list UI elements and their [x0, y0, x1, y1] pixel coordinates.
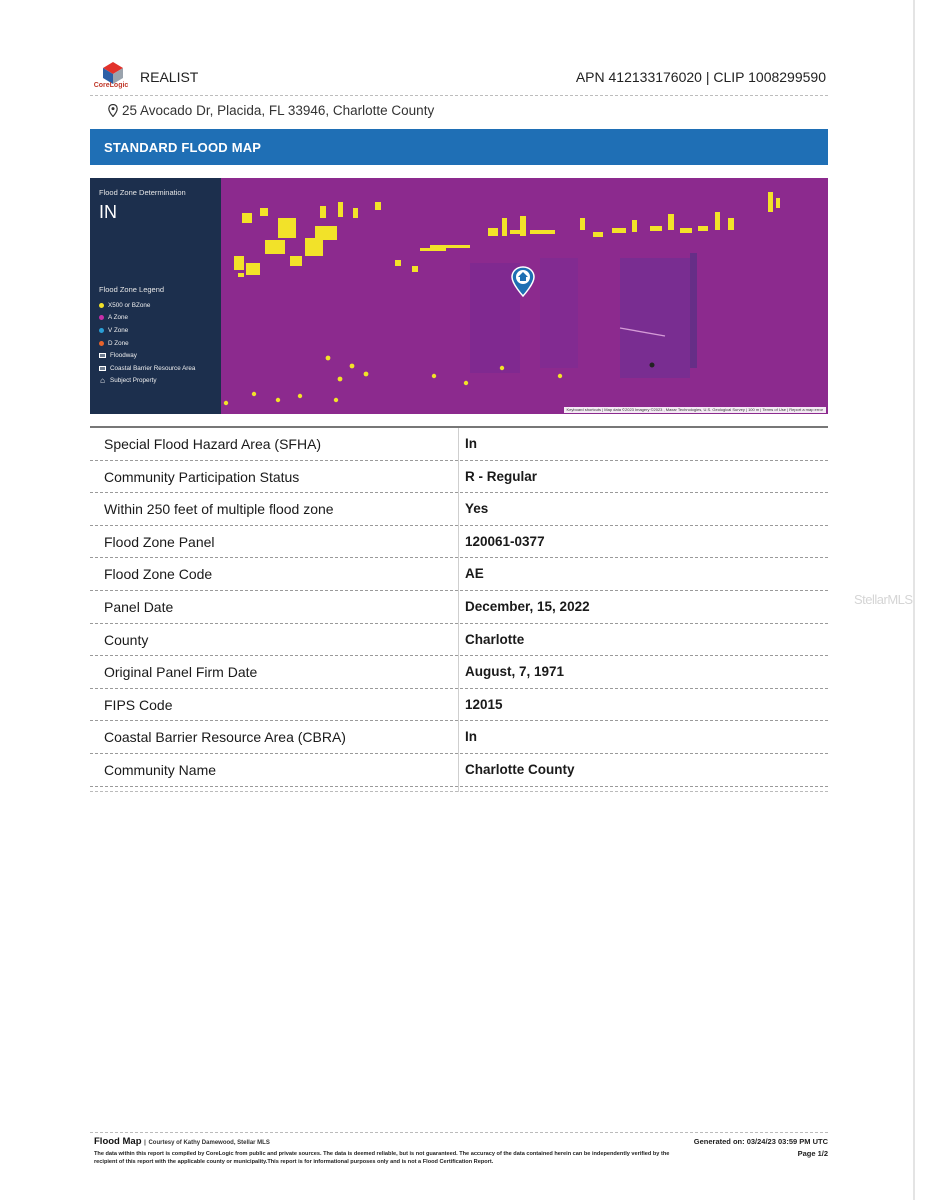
- row-label: Coastal Barrier Resource Area (CBRA): [104, 729, 346, 746]
- row-value: 12015: [465, 696, 503, 712]
- table-row: [90, 526, 828, 559]
- cbra-swatch-icon: [99, 366, 106, 371]
- legend-item-floodway: Floodway: [99, 349, 195, 362]
- footer-left: [94, 1136, 684, 1166]
- row-value: December, 15, 2022: [465, 598, 590, 614]
- property-address: [108, 103, 434, 118]
- row-label: FIPS Code: [104, 696, 173, 713]
- footer-title: [94, 1136, 684, 1147]
- footer-right: [694, 1136, 828, 1160]
- table-row: [90, 428, 828, 461]
- legend-item-v-zone: V Zone: [99, 324, 195, 337]
- watermark: StellarMLS: [854, 592, 913, 607]
- table-row: [90, 624, 828, 657]
- table-row: [90, 558, 828, 591]
- legend-title: Flood Zone Legend: [99, 285, 165, 294]
- footer-report-name: Flood Map: [94, 1136, 142, 1147]
- row-value: Charlotte County: [465, 761, 575, 777]
- generated-timestamp: Generated on: 03/24/23 03:59 PM UTC: [693, 1137, 828, 1146]
- row-label: Within 250 feet of multiple flood zone: [104, 501, 334, 518]
- location-pin-icon: [108, 104, 118, 117]
- row-value: 120061-0377: [465, 533, 545, 549]
- section-banner: [90, 129, 828, 165]
- row-value: Charlotte: [465, 631, 525, 647]
- row-value: August, 7, 1971: [465, 664, 565, 680]
- footer-courtesy-separator: |: [144, 1140, 146, 1146]
- row-label: Flood Zone Code: [104, 566, 213, 583]
- page-edge: [913, 0, 915, 1200]
- map-canvas[interactable]: [220, 178, 828, 414]
- table-row: [90, 591, 828, 624]
- row-label: Community Participation Status: [104, 468, 300, 485]
- row-value: In: [465, 729, 477, 745]
- row-label: Flood Zone Panel: [104, 533, 215, 550]
- legend-panel: [90, 178, 221, 414]
- address-text: 25 Avocado Dr, Placida, FL 33946, Charlotte County: [122, 103, 435, 118]
- table-row: [90, 656, 828, 689]
- page-number: Page 1/2: [797, 1149, 828, 1158]
- section-title: STANDARD FLOOD MAP: [104, 140, 262, 155]
- column-divider: [458, 428, 459, 792]
- floodway-swatch-icon: [99, 353, 106, 358]
- legend-item-cbra: Coastal Barrier Resource Area: [99, 362, 195, 375]
- footer-disclaimer: The data within this report is compiled by CoreLogic from public and private sources. The data is deemed reliable, but is not guaranteed. The accuracy of the data contained herein can be independently verified by the recipient of this report with the applicable county or municipality.This report is for informational purposes only and is not a Flood Certification Report.: [94, 1151, 670, 1165]
- table-row: [90, 461, 828, 494]
- row-label: Panel Date: [104, 598, 174, 615]
- determination-label: Flood Zone Determination: [99, 188, 186, 197]
- legend-item-x500: X500 or BZone: [99, 299, 195, 312]
- map-attribution[interactable]: Keyboard shortcuts | Map data ©2023 Imagery ©2023 , Maxar Technologies, U.S. Geological Survey | 100 m | Terms of Use | Report a map error: [564, 407, 826, 413]
- legend-item-d-zone: D Zone: [99, 337, 195, 350]
- legend-item-subject: ⌂ Subject Property: [100, 376, 157, 386]
- row-value: In: [465, 436, 477, 451]
- legend-list: [99, 299, 195, 387]
- parcel-ids: APN 412133176020 | CLIP 1008299590: [575, 69, 826, 85]
- blue-dot-icon: [99, 328, 104, 333]
- row-label: Community Name: [104, 761, 217, 778]
- legend-item-a-zone: A Zone: [99, 312, 195, 325]
- footer-rule: [90, 1132, 828, 1133]
- footer-courtesy: Courtesy of Kathy Damewood, Stellar MLS: [148, 1140, 270, 1146]
- orange-dot-icon: [99, 341, 104, 346]
- row-value: R - Regular: [465, 468, 538, 484]
- product-name: REALIST: [140, 69, 199, 85]
- table-row: [90, 493, 828, 526]
- house-icon: ⌂: [100, 376, 105, 386]
- flood-map[interactable]: [90, 178, 828, 414]
- row-value: Yes: [465, 501, 489, 517]
- report-header: [90, 58, 828, 96]
- logo-text: CoreLogic: [93, 82, 129, 89]
- row-label: County: [104, 631, 149, 648]
- row-label: Special Flood Hazard Area (SFHA): [104, 436, 322, 452]
- row-label: Original Panel Firm Date: [104, 664, 258, 681]
- magenta-dot-icon: [99, 315, 104, 320]
- row-value: AE: [465, 566, 484, 582]
- determination-value: IN: [99, 202, 117, 222]
- flood-data-table: [90, 426, 828, 787]
- table-row: [90, 689, 828, 722]
- table-bottom-rule: [90, 791, 828, 792]
- table-row: [90, 754, 828, 787]
- yellow-dot-icon: [99, 303, 104, 308]
- table-row: [90, 721, 828, 754]
